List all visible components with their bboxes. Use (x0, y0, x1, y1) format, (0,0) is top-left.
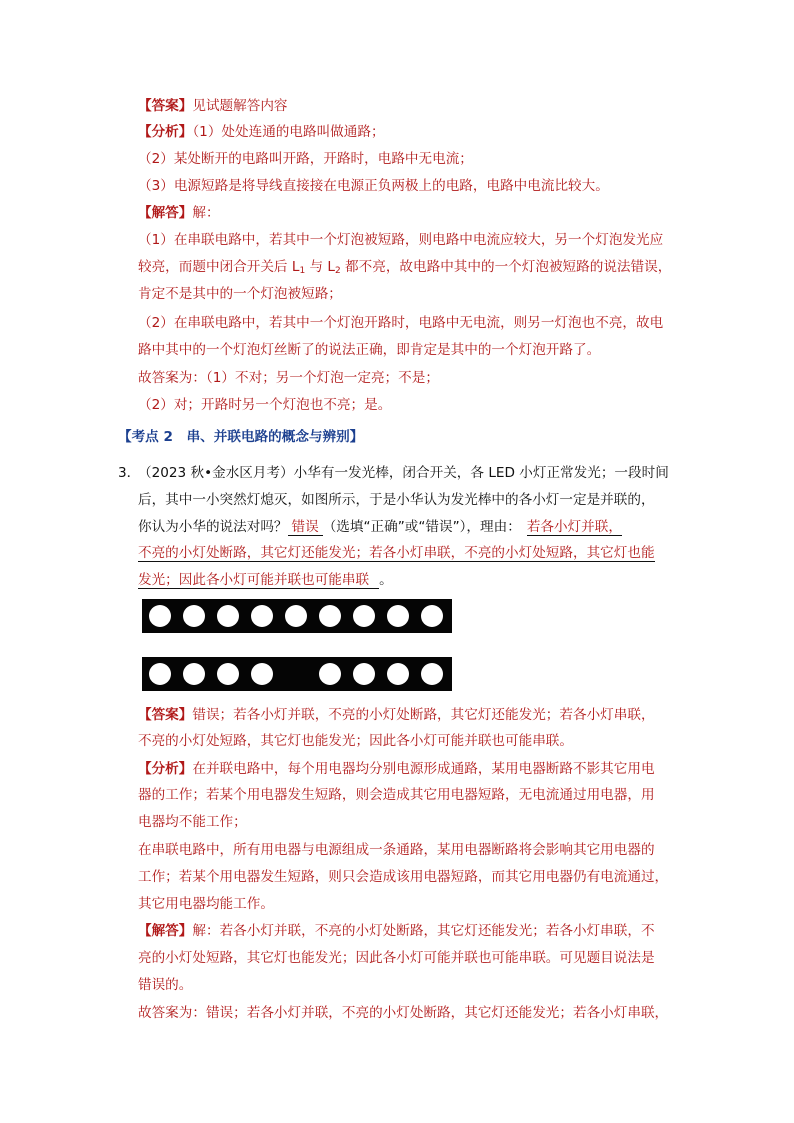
analysis2-line-4: 在串联电路中，所有用电器与电源组成一条通路，某用电器断路将会影响其它用电器的 (138, 842, 655, 858)
answer-tag: 【答案】 (138, 98, 193, 114)
solution-tag: 【解答】 (138, 205, 193, 221)
solution-lead: 解： (192, 205, 220, 221)
solution-line (138, 203, 220, 223)
led-lamp (319, 663, 341, 685)
led-lamp (251, 605, 273, 627)
solution-line-2a: （2）在串联电路中，若其中一个灯泡开路时，电路中无电流，则另一灯泡也不亮，故电 (138, 315, 664, 331)
led-lamp (285, 605, 307, 627)
sub-2: 2 (334, 266, 341, 276)
answer-blank-2a: 若各小灯并联， (526, 519, 622, 535)
sol-1b-mid: 与 L (305, 259, 335, 275)
question-line-3 (138, 517, 622, 537)
led-lamp (353, 663, 375, 685)
solution2-line-2: 亮的小灯处短路，其它灯也能发光；因此各小灯可能并联也可能串联。可见题目说法是 (138, 950, 655, 966)
analysis2-line-5: 工作；若某个用电器发生短路，则只会造成该用电器短路，而其它用电器仍有电流通过， (138, 869, 669, 885)
led-lamp (149, 663, 171, 685)
answer2-line-1 (138, 705, 655, 725)
led-lamp (183, 663, 205, 685)
sol-1b-pre: 较亮，而题中闭合开关后 L (138, 259, 300, 275)
analysis-tag: 【分析】 (138, 124, 193, 140)
led-lamp (421, 605, 443, 627)
answer-line (138, 96, 288, 116)
question-line-1: （2023 秋•金水区月考）小华有一发光棒，闭合开关，各 LED 小灯正常发光；一段时间 (138, 465, 669, 481)
answer2-text-1: 错误；若各小灯并联，不亮的小灯处断路，其它灯还能发光；若各小灯串联， (192, 707, 655, 723)
analysis-text: （1）处处连通的电路叫做通路； (192, 124, 385, 140)
question-number: 3． (118, 465, 141, 481)
solution-line-1a: （1）在串联电路中，若其中一个灯泡被短路，则电路中电流应较大，另一个灯泡发光应 (138, 232, 664, 248)
analysis2-line-6: 其它用电器均能工作。 (138, 896, 274, 912)
question-line-4 (138, 543, 655, 563)
led-bar-one-off (142, 657, 452, 691)
answer2-tag: 【答案】 (138, 707, 193, 723)
answer-blank-2c: 发光；因此各小灯可能并联也可能串联 (138, 572, 379, 589)
analysis-line-1 (138, 122, 385, 142)
question-choices: （选填“正确”或“错误”），理由： (322, 519, 521, 535)
solution-line-1b (138, 257, 671, 281)
answer2-line-2: 不亮的小灯处短路，其它灯也能发光；因此各小灯可能并联也可能串联。 (138, 733, 573, 749)
solution2-line-3: 错误的。 (138, 977, 193, 993)
led-lamp (387, 605, 409, 627)
led-lamp (421, 663, 443, 685)
led-lamp (353, 605, 375, 627)
question-end: 。 (379, 572, 393, 588)
solution-line-1c: 肯定不是其中的一个灯泡被短路； (138, 286, 342, 302)
question-line-2: 后，其中一小突然灯熄灭，如图所示，于是小华认为发光棒中的各小灯一定是并联的， (138, 492, 655, 508)
analysis2-tag: 【分析】 (138, 761, 193, 777)
solution2-line-1 (138, 921, 655, 941)
section-heading: 【考点 2 串、并联电路的概念与辨别】 (118, 429, 364, 445)
question-line-5 (138, 570, 393, 590)
answer-text: 见试题解答内容 (192, 98, 288, 114)
led-lamp (183, 605, 205, 627)
answer-blank-2b: 不亮的小灯处断路，其它灯还能发光；若各小灯串联，不亮的小灯处短路，其它灯也能 (138, 545, 655, 561)
led-bar-all-on (142, 599, 452, 633)
final2-line-1: 故答案为：错误；若各小灯并联，不亮的小灯处断路，其它灯还能发光；若各小灯串联， (138, 1005, 669, 1021)
led-lamp (149, 605, 171, 627)
analysis2-line-2: 器的工作；若某个用电器发生短路，则会造成其它用电器短路，无电流通过用电器，用 (138, 787, 655, 803)
final-answer-line-1: 故答案为：（1）不对；另一个灯泡一定亮；不是； (138, 370, 439, 386)
answer-blank-1: 错误 (288, 519, 323, 536)
led-lamp (387, 663, 409, 685)
analysis-line-3: （3）电源短路是将导线直接接在电源正负两极上的电路，电路中电流比较大。 (138, 178, 609, 194)
analysis2-line-1 (138, 759, 655, 779)
question-prompt: 你认为小华的说法对吗？ (138, 519, 288, 535)
analysis2-text-1: 在并联电路中，每个用电器均分别电源形成通路，某用电器断路不影其它用电 (192, 761, 655, 777)
solution2-text-1: 解：若各小灯并联，不亮的小灯处断路，其它灯还能发光；若各小灯串联，不 (192, 923, 655, 939)
led-lamp (217, 605, 239, 627)
sol-1b-post: 都不亮，故电路中其中的一个灯泡被短路的说法错误， (340, 259, 672, 275)
analysis-line-2: （2）某处断开的电路叫开路，开路时，电路中无电流； (138, 151, 473, 167)
led-lamp (319, 605, 341, 627)
analysis2-line-3: 电器均不能工作； (138, 814, 247, 830)
led-lamp (251, 663, 273, 685)
led-lamp (217, 663, 239, 685)
solution-line-2b: 路中其中的一个灯泡灯丝断了的说法正确，即肯定是其中的一个灯泡开路了。 (138, 342, 601, 358)
final-answer-line-2: （2）对；开路时另一个灯泡也不亮；是。 (138, 397, 392, 413)
sub-1: 1 (299, 266, 306, 276)
solution2-tag: 【解答】 (138, 923, 193, 939)
